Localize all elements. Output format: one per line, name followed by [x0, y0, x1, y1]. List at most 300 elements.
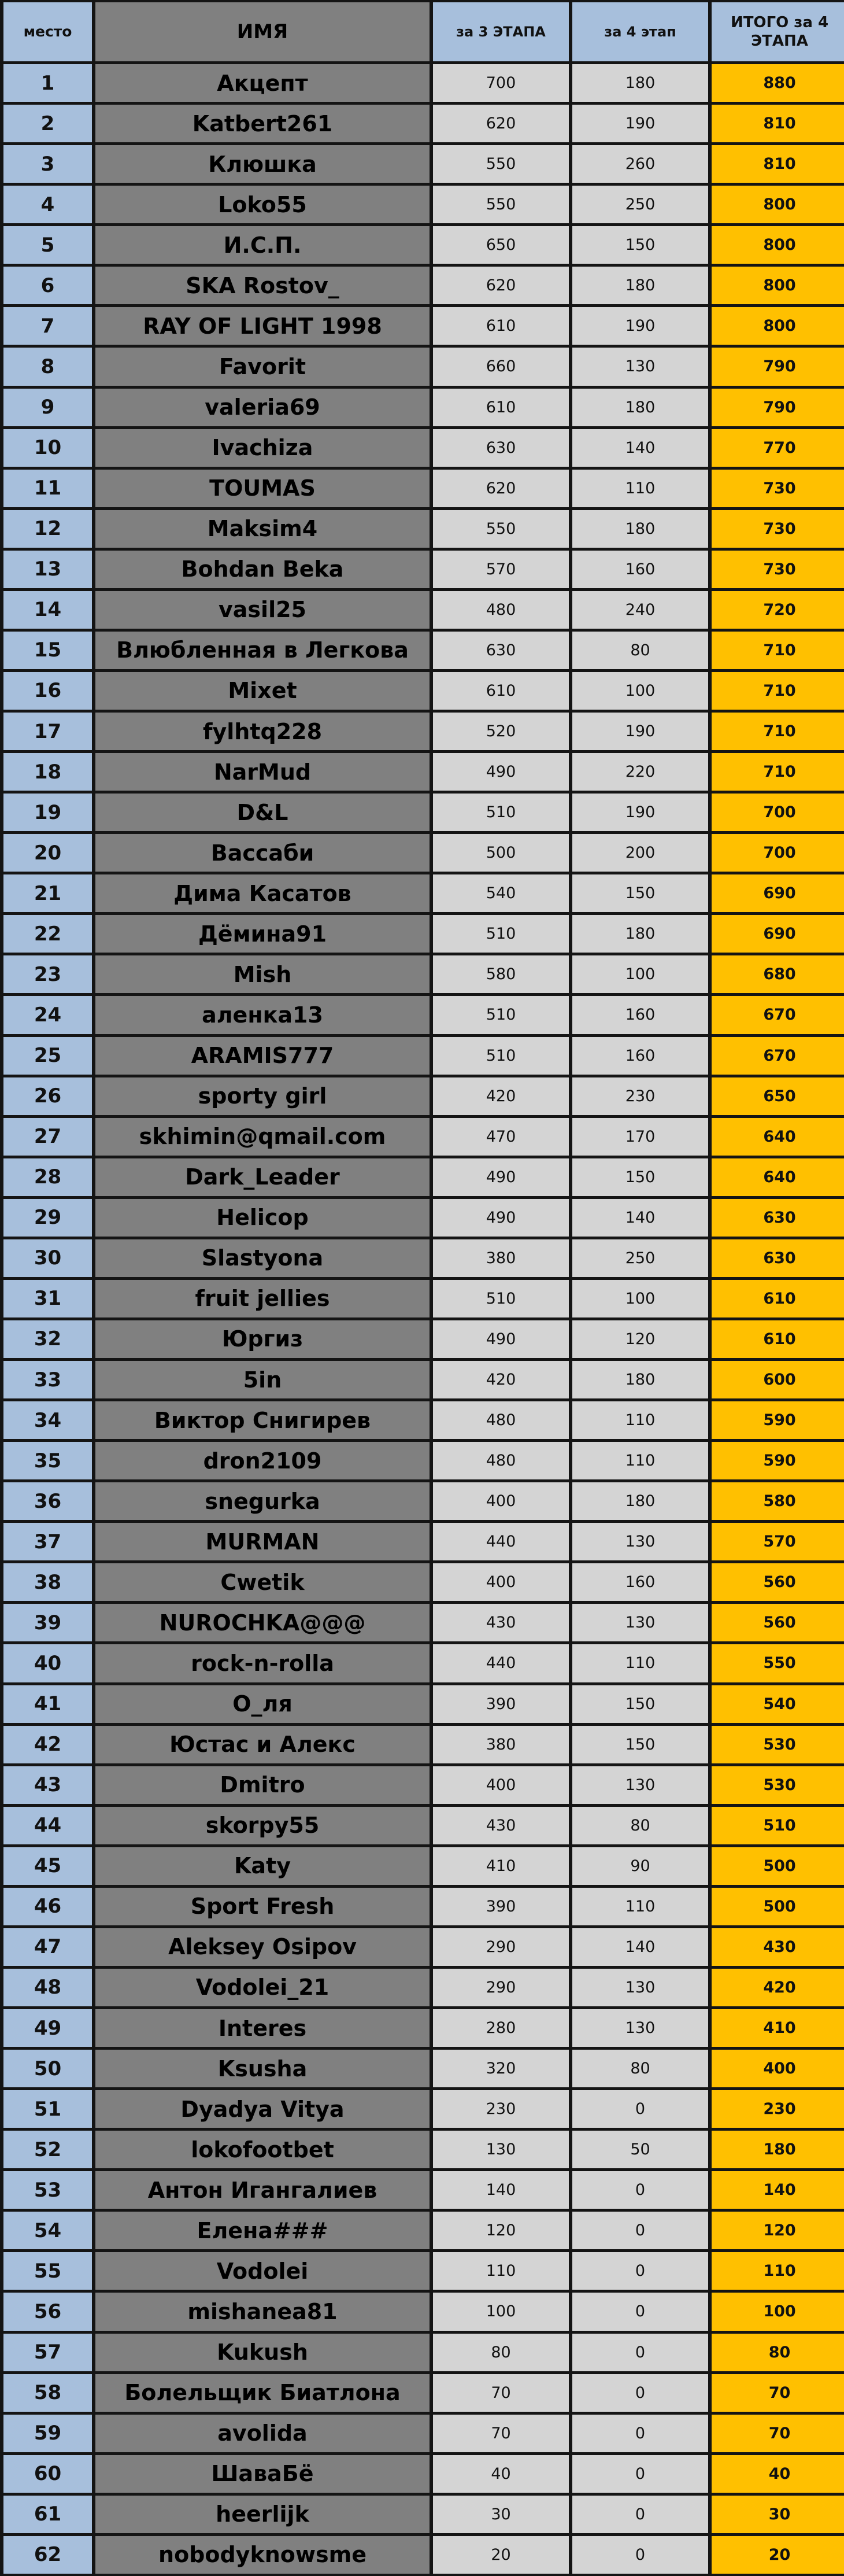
- table-row: [0, 1077, 844, 1115]
- place-cell: 49: [3, 2009, 92, 2047]
- table-row: [0, 794, 844, 831]
- total-score-cell: 630: [712, 1239, 844, 1277]
- stage4-score-cell: 130: [572, 1766, 708, 1804]
- stage3-score-cell: 510: [433, 996, 569, 1034]
- stage4-score-cell: 100: [572, 672, 708, 710]
- place-cell: 1: [3, 64, 92, 102]
- table-row: [0, 632, 844, 669]
- stage3-score-cell: 380: [433, 1239, 569, 1277]
- place-cell: 19: [3, 794, 92, 831]
- stage3-score-cell: 70: [433, 2374, 569, 2412]
- table-row: [0, 1320, 844, 1358]
- place-cell: 28: [3, 1158, 92, 1196]
- stage4-score-cell: 160: [572, 1037, 708, 1075]
- stage3-score-cell: 510: [433, 794, 569, 831]
- place-cell: 12: [3, 510, 92, 548]
- name-cell: valeria69: [95, 389, 430, 426]
- stage4-score-cell: 180: [572, 64, 708, 102]
- place-cell: 31: [3, 1280, 92, 1317]
- table-row: [0, 1604, 844, 1641]
- table-row: [0, 64, 844, 102]
- stage4-score-cell: 220: [572, 753, 708, 791]
- stage4-score-cell: 0: [572, 2536, 708, 2574]
- stage4-score-cell: 140: [572, 1199, 708, 1237]
- stage3-score-cell: 420: [433, 1361, 569, 1398]
- stage3-score-cell: 620: [433, 267, 569, 304]
- stage4-score-cell: 130: [572, 2009, 708, 2047]
- header-row: [0, 2, 844, 61]
- place-cell: 44: [3, 1807, 92, 1844]
- table-row: [0, 1401, 844, 1439]
- total-score-cell: 720: [712, 591, 844, 629]
- place-cell: 20: [3, 834, 92, 872]
- stage3-score-cell: 290: [433, 1928, 569, 1966]
- name-cell: SKA Rostov_: [95, 267, 430, 304]
- name-cell: Katy: [95, 1847, 430, 1885]
- stage3-score-cell: 390: [433, 1888, 569, 1925]
- table-row: [0, 389, 844, 426]
- stage4-score-cell: 0: [572, 2171, 708, 2209]
- total-score-cell: 30: [712, 2496, 844, 2533]
- total-score-cell: 730: [712, 551, 844, 588]
- table-row: [0, 2252, 844, 2290]
- place-cell: 54: [3, 2212, 92, 2249]
- stage4-score-cell: 110: [572, 1401, 708, 1439]
- table-row: [0, 1037, 844, 1075]
- stage3-score-cell: 610: [433, 672, 569, 710]
- total-score-cell: 800: [712, 186, 844, 223]
- place-cell: 39: [3, 1604, 92, 1641]
- stage4-score-cell: 110: [572, 1442, 708, 1479]
- stage3-score-cell: 550: [433, 145, 569, 183]
- total-score-cell: 110: [712, 2252, 844, 2290]
- stage4-score-cell: 230: [572, 1077, 708, 1115]
- total-score-cell: 500: [712, 1888, 844, 1925]
- stage4-score-cell: 150: [572, 1158, 708, 1196]
- name-cell: Dmitro: [95, 1766, 430, 1804]
- name-cell: Клюшка: [95, 145, 430, 183]
- table-row: [0, 510, 844, 548]
- place-cell: 55: [3, 2252, 92, 2290]
- total-score-cell: 800: [712, 307, 844, 345]
- stage3-score-cell: 280: [433, 2009, 569, 2047]
- total-score-cell: 790: [712, 348, 844, 385]
- header-stage4: за 4 этап: [572, 2, 708, 61]
- table-row: [0, 348, 844, 385]
- stage4-score-cell: 240: [572, 591, 708, 629]
- place-cell: 46: [3, 1888, 92, 1925]
- table-row: [0, 2293, 844, 2330]
- name-cell: mishanea81: [95, 2293, 430, 2330]
- stage4-score-cell: 180: [572, 1361, 708, 1398]
- place-cell: 57: [3, 2334, 92, 2371]
- stage4-score-cell: 0: [572, 2293, 708, 2330]
- table-row: [0, 713, 844, 750]
- table-row: [0, 470, 844, 507]
- stage4-score-cell: 150: [572, 226, 708, 264]
- stage3-score-cell: 440: [433, 1523, 569, 1560]
- table-row: [0, 2050, 844, 2087]
- total-score-cell: 880: [712, 64, 844, 102]
- stage3-score-cell: 550: [433, 510, 569, 548]
- stage3-score-cell: 120: [433, 2212, 569, 2249]
- total-score-cell: 630: [712, 1199, 844, 1237]
- stage4-score-cell: 150: [572, 1685, 708, 1723]
- total-score-cell: 680: [712, 955, 844, 993]
- place-cell: 21: [3, 874, 92, 912]
- place-cell: 6: [3, 267, 92, 304]
- stage3-score-cell: 420: [433, 1077, 569, 1115]
- name-cell: Ksusha: [95, 2050, 430, 2087]
- total-score-cell: 810: [712, 145, 844, 183]
- table-row: [0, 2212, 844, 2249]
- stage4-score-cell: 130: [572, 348, 708, 385]
- name-cell: Mixet: [95, 672, 430, 710]
- place-cell: 9: [3, 389, 92, 426]
- stage3-score-cell: 320: [433, 2050, 569, 2087]
- total-score-cell: 510: [712, 1807, 844, 1844]
- name-cell: dron2109: [95, 1442, 430, 1479]
- place-cell: 35: [3, 1442, 92, 1479]
- stage3-score-cell: 410: [433, 1847, 569, 1885]
- table-row: [0, 2171, 844, 2209]
- stage3-score-cell: 110: [433, 2252, 569, 2290]
- place-cell: 37: [3, 1523, 92, 1560]
- stage4-score-cell: 50: [572, 2131, 708, 2168]
- total-score-cell: 400: [712, 2050, 844, 2087]
- place-cell: 62: [3, 2536, 92, 2574]
- table-row: [0, 1766, 844, 1804]
- stage3-score-cell: 620: [433, 105, 569, 142]
- place-cell: 33: [3, 1361, 92, 1398]
- total-score-cell: 540: [712, 1685, 844, 1723]
- stage3-score-cell: 570: [433, 551, 569, 588]
- stage3-score-cell: 520: [433, 713, 569, 750]
- stage3-score-cell: 430: [433, 1604, 569, 1641]
- table-row: [0, 1158, 844, 1196]
- stage4-score-cell: 80: [572, 632, 708, 669]
- place-cell: 60: [3, 2455, 92, 2493]
- stage3-score-cell: 480: [433, 591, 569, 629]
- name-cell: Dyadya Vitya: [95, 2090, 430, 2128]
- name-cell: Ivachiza: [95, 429, 430, 467]
- name-cell: Дима Касатов: [95, 874, 430, 912]
- place-cell: 43: [3, 1766, 92, 1804]
- stage4-score-cell: 250: [572, 186, 708, 223]
- stage4-score-cell: 180: [572, 389, 708, 426]
- table-row: [0, 1726, 844, 1763]
- place-cell: 26: [3, 1077, 92, 1115]
- table-row: [0, 1482, 844, 1520]
- table-row: [0, 955, 844, 993]
- table-row: [0, 2415, 844, 2452]
- stage4-score-cell: 0: [572, 2212, 708, 2249]
- stage3-score-cell: 140: [433, 2171, 569, 2209]
- stage3-score-cell: 30: [433, 2496, 569, 2533]
- total-score-cell: 710: [712, 713, 844, 750]
- stage3-score-cell: 400: [433, 1563, 569, 1601]
- stage4-score-cell: 100: [572, 1280, 708, 1317]
- table-row: [0, 915, 844, 953]
- place-cell: 25: [3, 1037, 92, 1075]
- table-row: [0, 226, 844, 264]
- name-cell: Katbert261: [95, 105, 430, 142]
- total-score-cell: 800: [712, 267, 844, 304]
- table-row: [0, 1685, 844, 1723]
- table-row: [0, 307, 844, 345]
- place-cell: 23: [3, 955, 92, 993]
- stage3-score-cell: 130: [433, 2131, 569, 2168]
- name-cell: Виктор Снигирев: [95, 1401, 430, 1439]
- total-score-cell: 40: [712, 2455, 844, 2493]
- name-cell: MURMAN: [95, 1523, 430, 1560]
- name-cell: lokofootbet: [95, 2131, 430, 2168]
- stage4-score-cell: 120: [572, 1320, 708, 1358]
- name-cell: Антон Игангалиев: [95, 2171, 430, 2209]
- place-cell: 41: [3, 1685, 92, 1723]
- stage3-score-cell: 480: [433, 1442, 569, 1479]
- place-cell: 4: [3, 186, 92, 223]
- total-score-cell: 710: [712, 632, 844, 669]
- total-score-cell: 690: [712, 874, 844, 912]
- place-cell: 27: [3, 1118, 92, 1156]
- place-cell: 16: [3, 672, 92, 710]
- table-row: [0, 1888, 844, 1925]
- stage3-score-cell: 490: [433, 1158, 569, 1196]
- table-row: [0, 2536, 844, 2574]
- table-row: [0, 1644, 844, 1682]
- stage4-score-cell: 160: [572, 1563, 708, 1601]
- header-place: место: [3, 2, 92, 61]
- name-cell: rock-n-rolla: [95, 1644, 430, 1682]
- place-cell: 11: [3, 470, 92, 507]
- stage3-score-cell: 500: [433, 834, 569, 872]
- stage4-score-cell: 110: [572, 1888, 708, 1925]
- stage3-score-cell: 380: [433, 1726, 569, 1763]
- stage4-score-cell: 0: [572, 2455, 708, 2493]
- total-score-cell: 100: [712, 2293, 844, 2330]
- name-cell: D&L: [95, 794, 430, 831]
- total-score-cell: 120: [712, 2212, 844, 2249]
- stage4-score-cell: 180: [572, 267, 708, 304]
- table-row: [0, 1199, 844, 1237]
- total-score-cell: 570: [712, 1523, 844, 1560]
- total-score-cell: 140: [712, 2171, 844, 2209]
- stage4-score-cell: 100: [572, 955, 708, 993]
- total-score-cell: 640: [712, 1118, 844, 1156]
- total-score-cell: 730: [712, 510, 844, 548]
- name-cell: Болельщик Биатлона: [95, 2374, 430, 2412]
- place-cell: 40: [3, 1644, 92, 1682]
- stage4-score-cell: 130: [572, 1969, 708, 2006]
- stage3-score-cell: 470: [433, 1118, 569, 1156]
- name-cell: Kukush: [95, 2334, 430, 2371]
- name-cell: skorpy55: [95, 1807, 430, 1844]
- total-score-cell: 590: [712, 1401, 844, 1439]
- stage4-score-cell: 0: [572, 2090, 708, 2128]
- stage3-score-cell: 480: [433, 1401, 569, 1439]
- total-score-cell: 70: [712, 2374, 844, 2412]
- table-row: [0, 753, 844, 791]
- stage4-score-cell: 140: [572, 1928, 708, 1966]
- place-cell: 7: [3, 307, 92, 345]
- total-score-cell: 730: [712, 470, 844, 507]
- name-cell: Aleksey Osipov: [95, 1928, 430, 1966]
- table-row: [0, 1563, 844, 1601]
- stage4-score-cell: 150: [572, 874, 708, 912]
- name-cell: О_ля: [95, 1685, 430, 1723]
- stage4-score-cell: 190: [572, 713, 708, 750]
- stage3-score-cell: 390: [433, 1685, 569, 1723]
- name-cell: skhimin@qmail.com: [95, 1118, 430, 1156]
- stage4-score-cell: 150: [572, 1726, 708, 1763]
- stage3-score-cell: 660: [433, 348, 569, 385]
- name-cell: Bohdan Beka: [95, 551, 430, 588]
- stage3-score-cell: 510: [433, 915, 569, 953]
- place-cell: 30: [3, 1239, 92, 1277]
- total-score-cell: 770: [712, 429, 844, 467]
- stage3-score-cell: 400: [433, 1766, 569, 1804]
- stage4-score-cell: 0: [572, 2334, 708, 2371]
- name-cell: TOUMAS: [95, 470, 430, 507]
- stage3-score-cell: 400: [433, 1482, 569, 1520]
- place-cell: 56: [3, 2293, 92, 2330]
- stage3-score-cell: 700: [433, 64, 569, 102]
- total-score-cell: 670: [712, 1037, 844, 1075]
- header-name: ИМЯ: [95, 2, 430, 61]
- name-cell: Maksim4: [95, 510, 430, 548]
- stage3-score-cell: 100: [433, 2293, 569, 2330]
- stage3-score-cell: 70: [433, 2415, 569, 2452]
- total-score-cell: 80: [712, 2334, 844, 2371]
- total-score-cell: 810: [712, 105, 844, 142]
- stage4-score-cell: 180: [572, 510, 708, 548]
- total-score-cell: 530: [712, 1726, 844, 1763]
- name-cell: Дёмина91: [95, 915, 430, 953]
- stage3-score-cell: 540: [433, 874, 569, 912]
- total-score-cell: 610: [712, 1280, 844, 1317]
- total-score-cell: 670: [712, 996, 844, 1034]
- place-cell: 2: [3, 105, 92, 142]
- stage3-score-cell: 550: [433, 186, 569, 223]
- stage3-score-cell: 580: [433, 955, 569, 993]
- table-row: [0, 145, 844, 183]
- stage3-score-cell: 230: [433, 2090, 569, 2128]
- stage3-score-cell: 630: [433, 429, 569, 467]
- table-row: [0, 105, 844, 142]
- name-cell: Акцепт: [95, 64, 430, 102]
- stage3-score-cell: 20: [433, 2536, 569, 2574]
- stage4-score-cell: 170: [572, 1118, 708, 1156]
- total-score-cell: 430: [712, 1928, 844, 1966]
- table-row: [0, 1969, 844, 2006]
- stage3-score-cell: 440: [433, 1644, 569, 1682]
- stage4-score-cell: 190: [572, 794, 708, 831]
- name-cell: Влюбленная в Легкова: [95, 632, 430, 669]
- total-score-cell: 20: [712, 2536, 844, 2574]
- table-row: [0, 186, 844, 223]
- total-score-cell: 530: [712, 1766, 844, 1804]
- place-cell: 34: [3, 1401, 92, 1439]
- table-row: [0, 1928, 844, 1966]
- place-cell: 18: [3, 753, 92, 791]
- stage3-score-cell: 490: [433, 753, 569, 791]
- stage4-score-cell: 0: [572, 2415, 708, 2452]
- place-cell: 5: [3, 226, 92, 264]
- total-score-cell: 180: [712, 2131, 844, 2168]
- name-cell: snegurka: [95, 1482, 430, 1520]
- table-row: [0, 1239, 844, 1277]
- total-score-cell: 580: [712, 1482, 844, 1520]
- stage3-score-cell: 630: [433, 632, 569, 669]
- place-cell: 42: [3, 1726, 92, 1763]
- table-row: [0, 672, 844, 710]
- stage3-score-cell: 490: [433, 1199, 569, 1237]
- name-cell: аленка13: [95, 996, 430, 1034]
- name-cell: Юргиз: [95, 1320, 430, 1358]
- stage3-score-cell: 620: [433, 470, 569, 507]
- name-cell: heerlijk: [95, 2496, 430, 2533]
- total-score-cell: 550: [712, 1644, 844, 1682]
- place-cell: 45: [3, 1847, 92, 1885]
- stage4-score-cell: 0: [572, 2374, 708, 2412]
- stage4-score-cell: 190: [572, 307, 708, 345]
- total-score-cell: 560: [712, 1604, 844, 1641]
- table-row: [0, 2334, 844, 2371]
- stage4-score-cell: 250: [572, 1239, 708, 1277]
- stage4-score-cell: 110: [572, 470, 708, 507]
- place-cell: 61: [3, 2496, 92, 2533]
- table-row: [0, 996, 844, 1034]
- stage4-score-cell: 80: [572, 1807, 708, 1844]
- stage4-score-cell: 200: [572, 834, 708, 872]
- stage4-score-cell: 180: [572, 1482, 708, 1520]
- stage4-score-cell: 180: [572, 915, 708, 953]
- total-score-cell: 410: [712, 2009, 844, 2047]
- total-score-cell: 590: [712, 1442, 844, 1479]
- name-cell: Dark_Leader: [95, 1158, 430, 1196]
- table-row: [0, 551, 844, 588]
- name-cell: Елена###: [95, 2212, 430, 2249]
- place-cell: 51: [3, 2090, 92, 2128]
- name-cell: Favorit: [95, 348, 430, 385]
- place-cell: 29: [3, 1199, 92, 1237]
- stage3-score-cell: 430: [433, 1807, 569, 1844]
- stage4-score-cell: 110: [572, 1644, 708, 1682]
- place-cell: 14: [3, 591, 92, 629]
- name-cell: Interes: [95, 2009, 430, 2047]
- name-cell: NUROCHKA@@@: [95, 1604, 430, 1641]
- table-row: [0, 2496, 844, 2533]
- table-row: [0, 834, 844, 872]
- name-cell: ШаваБё: [95, 2455, 430, 2493]
- stage4-score-cell: 130: [572, 1604, 708, 1641]
- table-row: [0, 2374, 844, 2412]
- stage3-score-cell: 610: [433, 389, 569, 426]
- total-score-cell: 690: [712, 915, 844, 953]
- total-score-cell: 650: [712, 1077, 844, 1115]
- stage4-score-cell: 90: [572, 1847, 708, 1885]
- place-cell: 32: [3, 1320, 92, 1358]
- name-cell: sporty girl: [95, 1077, 430, 1115]
- total-score-cell: 710: [712, 753, 844, 791]
- place-cell: 15: [3, 632, 92, 669]
- stage4-score-cell: 130: [572, 1523, 708, 1560]
- stage4-score-cell: 160: [572, 551, 708, 588]
- stage4-score-cell: 0: [572, 2496, 708, 2533]
- total-score-cell: 500: [712, 1847, 844, 1885]
- table-row: [0, 2131, 844, 2168]
